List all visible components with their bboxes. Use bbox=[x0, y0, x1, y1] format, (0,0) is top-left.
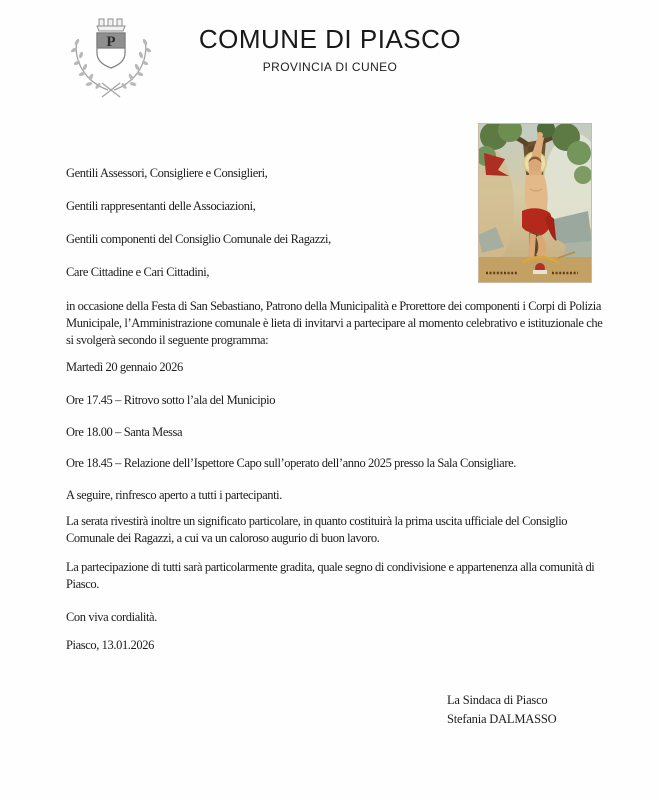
program-item-2: Ore 18.00 – Santa Messa bbox=[66, 425, 183, 439]
greeting-line-3: Gentili componenti del Consiglio Comunale dei Ragazzi, bbox=[66, 232, 331, 246]
signature-name: Stefania DALMASSO bbox=[447, 712, 557, 726]
program-item-1: Ore 17.45 – Ritrovo sotto l’ala del Municipio bbox=[66, 393, 276, 407]
signature-role: La Sindaca di Piasco bbox=[447, 693, 548, 707]
significance-paragraph: La serata rivestirà inoltre un significato particolare, in quanto costituirà la prima uscita ufficiale del Consiglio Comunale dei Ragazzi, a cui va un caloroso augurio di buon lavoro. bbox=[66, 514, 568, 545]
greeting-line-1: Gentili Assessori, Consigliere e Consiglieri, bbox=[66, 166, 268, 180]
intro-paragraph: in occasione della Festa di San Sebastiano, Patrono della Municipalità e Prorettore dei componenti i Corpi di Polizia Municipale, l’Amministrazione comunale è lieta di invitarvi a partecipare al momento celebrativo e istituzionale che si svolgerà secondo il seguente programma: bbox=[66, 299, 603, 347]
participation-paragraph: La partecipazione di tutti sarà particolarmente gradita, quale segno di condivisione e appartenenza alla comunità di Piasco. bbox=[66, 560, 595, 591]
after-note-line: A seguire, rinfresco aperto a tutti i partecipanti. bbox=[66, 488, 282, 502]
signature-block bbox=[447, 691, 556, 729]
svg-text:P: P bbox=[106, 34, 116, 50]
letter-body bbox=[66, 165, 611, 654]
page-title: COMUNE DI PIASCO bbox=[198, 24, 462, 54]
greeting-line-4: Care Cittadine e Cari Cittadini, bbox=[66, 265, 210, 279]
closing-line: Con viva cordialità. bbox=[66, 610, 157, 624]
page-subtitle: PROVINCIA DI CUNEO bbox=[262, 60, 398, 74]
place-date-line: Piasco, 13.01.2026 bbox=[66, 638, 154, 652]
event-date-line: Martedì 20 gennaio 2026 bbox=[66, 360, 183, 374]
program-item-3: Ore 18.45 – Relazione dell’Ispettore Capo sull’operato dell’anno 2025 presso la Sala Consigliare. bbox=[66, 456, 516, 470]
greeting-line-2: Gentili rappresentanti delle Associazioni, bbox=[66, 199, 256, 213]
